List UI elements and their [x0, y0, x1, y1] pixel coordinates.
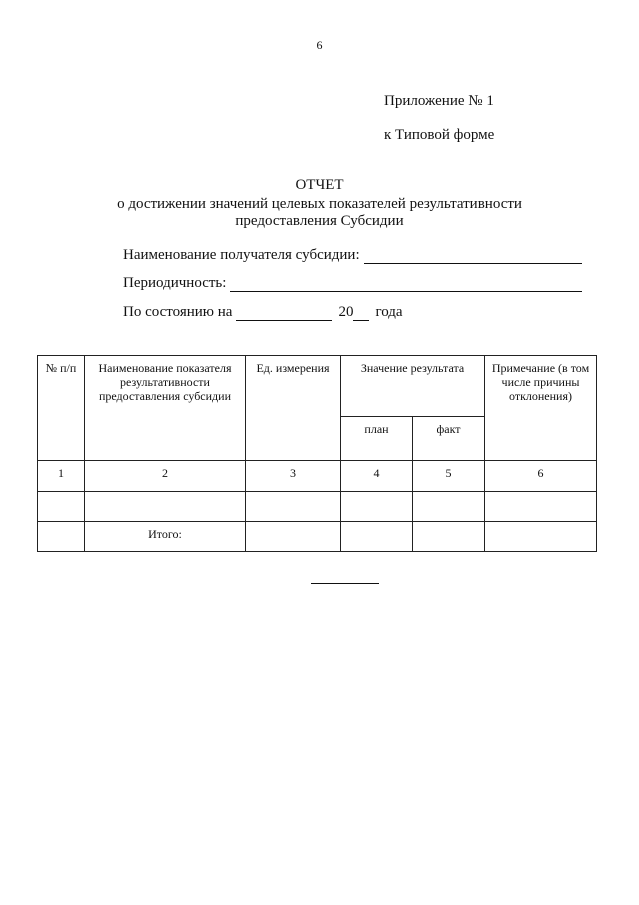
header-indicator: Наименование показателя результативности предоставления субсидии: [85, 356, 246, 461]
header-fact: факт: [413, 417, 485, 461]
recipient-field: [123, 247, 582, 264]
header-num: № п/п: [38, 356, 85, 461]
column-number: 6: [485, 461, 597, 492]
column-number: 3: [246, 461, 341, 492]
table-row: [38, 492, 597, 522]
table-cell[interactable]: [38, 522, 85, 552]
header-unit: Ед. измерения: [246, 356, 341, 461]
subtitle-line-1: о достижении значений целевых показателей результативности: [117, 196, 522, 212]
table-cell[interactable]: [485, 492, 597, 522]
table-header-row: [38, 356, 597, 417]
report-table: [37, 355, 597, 552]
total-label: Итого:: [85, 522, 246, 552]
column-number: 1: [38, 461, 85, 492]
table-cell[interactable]: [341, 522, 413, 552]
year-prefix: 20: [338, 304, 354, 320]
document-subtitle: [0, 196, 639, 230]
table-cell[interactable]: [413, 492, 485, 522]
appendix-label: Приложение № 1: [384, 93, 494, 109]
year-suffix: года: [375, 304, 403, 320]
header-note: Примечание (в том числе причины отклонения): [485, 356, 597, 461]
document-title: ОТЧЕТ: [295, 177, 344, 193]
closing-line: [311, 583, 379, 584]
column-number: 4: [341, 461, 413, 492]
table-cell[interactable]: [341, 492, 413, 522]
table-cell[interactable]: [246, 492, 341, 522]
periodicity-label: Периодичность:: [123, 275, 227, 291]
column-number: 5: [413, 461, 485, 492]
as-of-date-field: [123, 304, 403, 321]
column-number-row: [38, 461, 597, 492]
table-cell[interactable]: [485, 522, 597, 552]
recipient-label: Наименование получателя субсидии:: [123, 247, 360, 263]
as-of-label: По состоянию на: [123, 304, 233, 320]
header-plan: план: [341, 417, 413, 461]
table-cell[interactable]: [413, 522, 485, 552]
date-blank-line[interactable]: [236, 306, 332, 321]
header-value: Значение результата: [341, 356, 485, 417]
table-cell[interactable]: [246, 522, 341, 552]
table-cell[interactable]: [85, 492, 246, 522]
year-blank-line[interactable]: [353, 306, 369, 321]
recipient-blank-line[interactable]: [364, 249, 582, 264]
periodicity-blank-line[interactable]: [230, 277, 582, 292]
subtitle-line-2: предоставления Субсидии: [235, 213, 404, 229]
column-number: 2: [85, 461, 246, 492]
total-row: [38, 522, 597, 552]
page-number: 6: [316, 38, 323, 52]
appendix-reference: к Типовой форме: [384, 127, 495, 143]
periodicity-field: [123, 275, 582, 292]
table-cell[interactable]: [38, 492, 85, 522]
